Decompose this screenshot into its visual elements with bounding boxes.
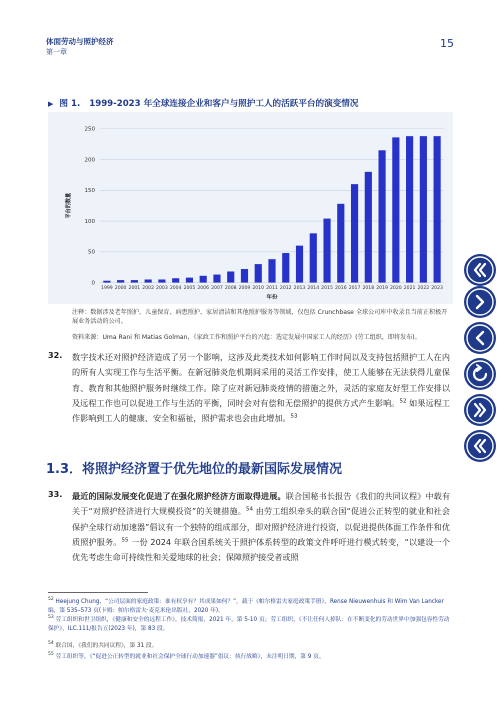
x-tick-label: 2013 <box>293 286 306 292</box>
x-tick-label: 2005 <box>183 286 196 292</box>
bar <box>282 253 289 283</box>
x-tick-label: 2019 <box>376 286 388 292</box>
chart-container <box>48 112 453 304</box>
x-tick-label: 2017 <box>348 286 361 292</box>
chevron-right-icon <box>464 286 496 318</box>
bar <box>268 259 275 282</box>
double-chevron-left-icon <box>464 254 496 286</box>
bar <box>337 204 344 283</box>
y-tick-label: 250 <box>84 126 95 133</box>
footnote-ref-55[interactable]: 55 <box>121 537 129 544</box>
x-tick-label: 2018 <box>362 286 375 292</box>
nav-previous-page-button[interactable] <box>464 322 496 354</box>
x-tick-label: 2008 <box>224 286 237 292</box>
page-number: 15 <box>440 37 454 50</box>
y-tick-label: 50 <box>88 249 95 256</box>
footnote-text[interactable]: 劳工组织和世卫组织，《健康和安全的远程工作》，技术简报，2021 年，第 5-10 页；劳工组织，《不让任何人掉队：在不断变化的劳动世界中加强包容性劳动保护》，ILC.111/报告五(2023 年)，第 83 段。 <box>48 617 450 632</box>
footnote-text[interactable]: Heejung Chung，“公司层面的家庭政策：谁有权享有？其成果如何？”，载于《帕尔格雷夫家庭政策手册》，Rense Nieuwenhuis 和 Wim Van Lancker 编，第 535–573 页(卡姆：帕尔格雷夫·麦克米伦出版社，2020 年)。 <box>48 599 444 614</box>
x-tick-label: 2015 <box>321 286 333 292</box>
footnote-text[interactable]: 劳工组织等，《“促进公正转型的就业和社会保护全球行动加速器”倡议：执行战略》，未注明日期，第 9 页。 <box>55 654 325 660</box>
header-doc-title: 体面劳动与照护经济 <box>46 37 114 46</box>
footnote-num: 54 <box>48 641 54 647</box>
nav-end-button[interactable] <box>464 430 496 462</box>
nav-next-page-button[interactable] <box>464 286 496 318</box>
bar <box>200 276 207 283</box>
x-tick-label: 2011 <box>266 286 278 292</box>
section-title: 1.3．将照护经济置于优先地位的最新国际发展情况 <box>46 462 343 477</box>
p33-text3: 一份 2024 年联合国系统关于照护体系转型的政策文件呼吁进行模式转变，“以建设一个优先考虑生命可持续性和关爱地球的社会；保障照护接受者或照 <box>72 536 450 563</box>
nav-first-page-button[interactable] <box>464 254 496 286</box>
x-axis-label: 年份 <box>266 294 278 301</box>
bar <box>323 219 330 283</box>
bar <box>310 233 317 282</box>
footnote-55 <box>48 653 452 662</box>
x-tick-label: 2006 <box>197 286 210 292</box>
bar <box>213 275 220 283</box>
y-tick-label: 100 <box>84 219 95 225</box>
footnote-num: 53 <box>48 615 54 621</box>
bar <box>406 136 413 282</box>
x-tick-label: 2001 <box>128 286 141 292</box>
x-tick-label: 2003 <box>156 286 168 292</box>
x-tick-label: 2002 <box>142 286 155 292</box>
p32-text: 数字技术还对照护经济造成了另一个影响，这涉及此类技术如何影响工作时间以及支持包括照护工人在内的所有人实现工作与生活平衡。在新冠肺炎危机期间采用的灵活工作安排，使工人能够在无法获得儿童保育、教育和其他照护服务时继续工作。除了应对新冠肺炎疫情的措施之外，灵活的家庭友好型工作安排以及远程工作也可以促进工作与生活的平衡，同时会对有偿和无偿照护的提供方式产生影响。 <box>72 352 450 408</box>
x-tick-label: 2020 <box>389 286 402 292</box>
x-tick-label: 1999 <box>101 286 113 292</box>
double-chevron-left-icon <box>464 430 496 462</box>
bar <box>103 281 110 283</box>
y-tick-label: 150 <box>84 188 95 195</box>
bar <box>145 279 152 282</box>
bar <box>131 280 138 282</box>
bar <box>351 184 358 282</box>
p33-text: 联合国秘书长报告《我们的共同议程》中载有关于“对照护经济进行大规模投资”的关键措施。 <box>72 491 450 517</box>
nav-back-button[interactable] <box>464 358 496 390</box>
footnote-rule <box>48 592 148 593</box>
bar <box>379 150 386 282</box>
bar <box>241 269 248 283</box>
bar <box>434 136 441 282</box>
bar-chart <box>48 112 453 304</box>
p33-lead: 最近的国际发展变化促进了在强化照护经济方面取得进展。 <box>72 491 286 501</box>
bar <box>296 246 303 283</box>
figure-label: 图 1. <box>59 99 81 109</box>
footnote-num: 55 <box>48 652 54 658</box>
footnote-52 <box>48 598 452 616</box>
footnote-ref-54[interactable]: 54 <box>246 506 253 513</box>
x-tick-label: 2012 <box>279 286 292 292</box>
bar <box>365 172 372 283</box>
x-tick-label: 2004 <box>169 286 182 292</box>
figure-title <box>48 97 358 109</box>
footnote-ref-52[interactable]: 52 <box>399 398 407 405</box>
bar <box>172 278 179 282</box>
double-chevron-right-icon <box>464 394 496 426</box>
footnote-53 <box>48 616 452 634</box>
x-tick-label: 2000 <box>114 286 127 292</box>
bar <box>420 136 427 282</box>
x-tick-label: 2009 <box>238 286 251 292</box>
paragraph-number-32: 32. <box>48 350 63 360</box>
figure-note: 注释：数据涉及老年照护、儿童保育、病患照护、家居清洁和其他照护服务等领域，仅包括 Crunchbase 全球公司库中收录且当前正积极开展业务活动的公司。 <box>72 309 448 325</box>
figure-source: 资料来源：Uma Rani 和 Matias Golman，《家政工作和照护平台的兴起：选定发展中国家工人的经历》(劳工组织，即将发布)。 <box>72 334 421 341</box>
y-tick-label: 0 <box>91 280 95 287</box>
bar <box>255 264 262 282</box>
bar <box>117 280 124 282</box>
chevron-left-icon <box>464 322 496 354</box>
footnote-ref-53[interactable]: 53 <box>290 413 298 420</box>
x-tick-label: 2010 <box>252 286 265 292</box>
x-tick-label: 2021 <box>403 286 416 292</box>
y-axis-label: 平台的数量 <box>65 192 73 219</box>
x-tick-label: 2023 <box>431 286 443 292</box>
header-chapter: 第一章 <box>46 48 67 56</box>
nav-last-page-button[interactable] <box>464 394 496 426</box>
x-tick-label: 2016 <box>334 286 347 292</box>
paragraph-32 <box>72 350 450 426</box>
triangle-bullet-icon: ▶ <box>48 100 54 108</box>
bar <box>392 137 399 282</box>
footnote-num: 52 <box>48 597 54 603</box>
p32-text2: 如果远程工作影响到工人的健康、安全和福祉，照护需求也会由此增加。 <box>72 397 450 424</box>
x-tick-label: 2014 <box>307 286 320 292</box>
paragraph-33 <box>72 489 450 565</box>
p33-text2: 由劳工组织牵头的联合国“促进公正转型的就业和社会保护全球行动加速器”倡议有一个独特的组成部分，即对照护经济进行投资，以促进提供体面工作条件和优质照护服务。 <box>72 506 450 547</box>
footnote-text: 联合国，《我们的共同议程》，第 31 段。 <box>55 643 158 649</box>
footnote-54 <box>48 642 452 651</box>
bar <box>158 279 165 282</box>
return-arrow-icon <box>464 358 496 390</box>
figure-title-text: 1999-2023 年全球连接企业和客户与照护工人的活跃平台的演变情况 <box>89 99 359 109</box>
y-tick-label: 200 <box>84 157 95 164</box>
bar <box>186 278 193 283</box>
bar <box>227 271 234 282</box>
x-tick-label: 2022 <box>417 286 430 292</box>
paragraph-number-33: 33. <box>48 489 63 499</box>
x-tick-label: 2007 <box>211 286 223 292</box>
